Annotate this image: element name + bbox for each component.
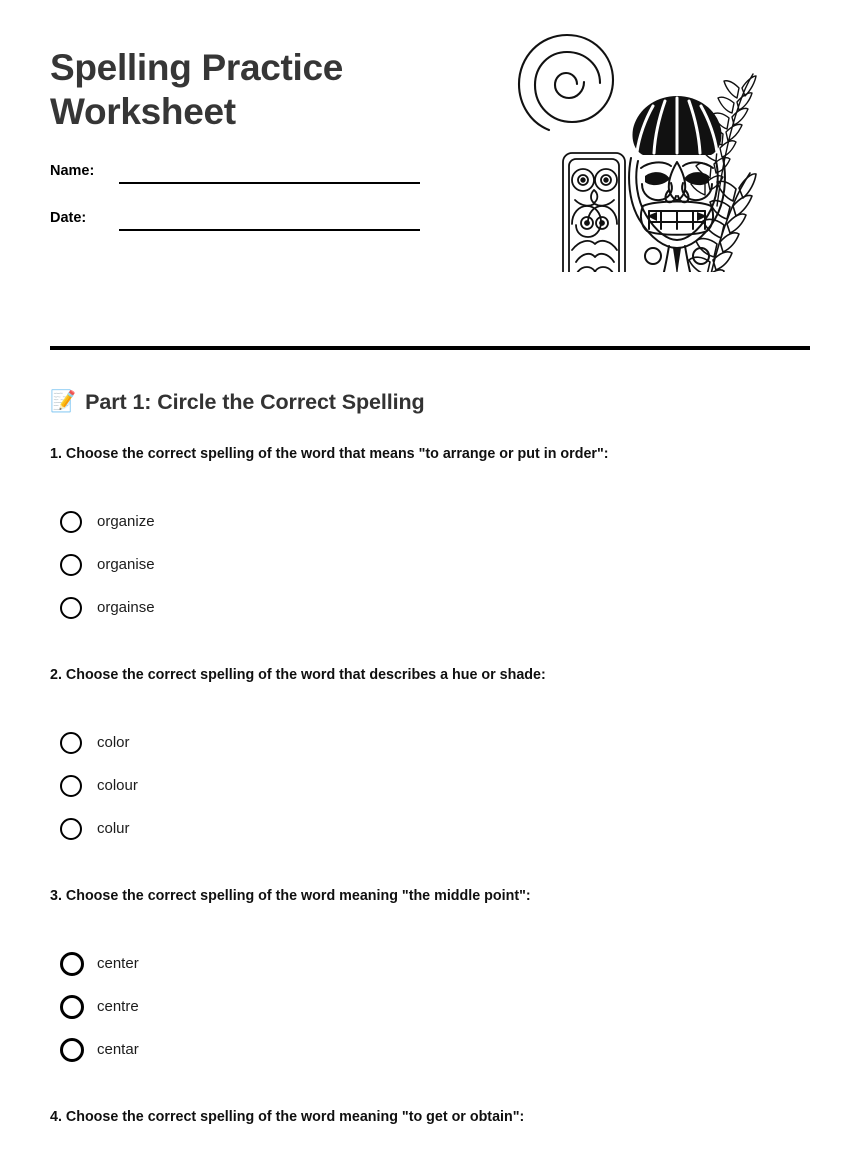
option-label: colour [97, 776, 138, 794]
option-row[interactable] [50, 942, 840, 985]
question-2-prompt: 2. Choose the correct spelling of the word that describes a hue or shade: [50, 667, 546, 683]
question-1-prompt: 1. Choose the correct spelling of the word that means "to arrange or put in order": [50, 446, 609, 462]
option-label: color [97, 733, 130, 751]
option-row[interactable] [50, 807, 840, 850]
question-2-options [50, 721, 840, 850]
section-divider [50, 346, 810, 350]
date-field-row [50, 209, 480, 256]
question-spacer [50, 649, 840, 665]
answer-bubble[interactable] [60, 952, 84, 976]
option-label: centar [97, 1040, 139, 1058]
option-label: center [97, 954, 139, 972]
question-4 [50, 1107, 840, 1127]
answer-bubble[interactable] [60, 818, 82, 840]
question-spacer [50, 1091, 840, 1107]
option-row[interactable] [50, 543, 840, 586]
option-label: centre [97, 997, 139, 1015]
question-1 [50, 444, 840, 629]
question-list [50, 444, 840, 1163]
date-field-label: Date: [50, 210, 87, 226]
name-field-row [50, 162, 480, 209]
maori-decorative-illustration [505, 10, 760, 272]
option-label: organise [97, 555, 155, 573]
option-label: colur [97, 819, 130, 837]
option-row[interactable] [50, 500, 840, 543]
option-label: orgainse [97, 598, 155, 616]
section-heading [50, 389, 810, 415]
question-3-options [50, 942, 840, 1071]
question-spacer [50, 870, 840, 886]
question-1-options [50, 500, 840, 629]
option-row[interactable] [50, 1028, 840, 1071]
section-heading-label: Part 1: Circle the Correct Spelling [85, 390, 425, 414]
question-2 [50, 665, 840, 850]
answer-bubble[interactable] [60, 732, 82, 754]
koru-spiral-icon [519, 35, 613, 130]
tiki-figure-icon [563, 153, 625, 272]
question-3 [50, 886, 840, 1071]
answer-bubble[interactable] [60, 597, 82, 619]
option-row[interactable] [50, 586, 840, 629]
answer-bubble[interactable] [60, 1038, 84, 1062]
option-row[interactable] [50, 764, 840, 807]
page-title: Spelling Practice Worksheet [50, 47, 344, 132]
answer-bubble[interactable] [60, 775, 82, 797]
memo-icon: 📝 [50, 390, 77, 413]
answer-bubble[interactable] [60, 554, 82, 576]
student-info-fields [50, 162, 480, 256]
tiki-mask-icon [629, 96, 725, 272]
name-field-label: Name: [50, 163, 95, 179]
name-field-line[interactable] [119, 182, 420, 184]
answer-bubble[interactable] [60, 995, 84, 1019]
option-row[interactable] [50, 985, 840, 1028]
option-label: organize [97, 512, 155, 530]
option-row[interactable] [50, 721, 840, 764]
date-field-line[interactable] [119, 229, 420, 231]
answer-bubble[interactable] [60, 511, 82, 533]
question-4-prompt: 4. Choose the correct spelling of the word meaning "to get or obtain": [50, 1109, 525, 1125]
question-3-prompt: 3. Choose the correct spelling of the word meaning "the middle point": [50, 888, 531, 904]
